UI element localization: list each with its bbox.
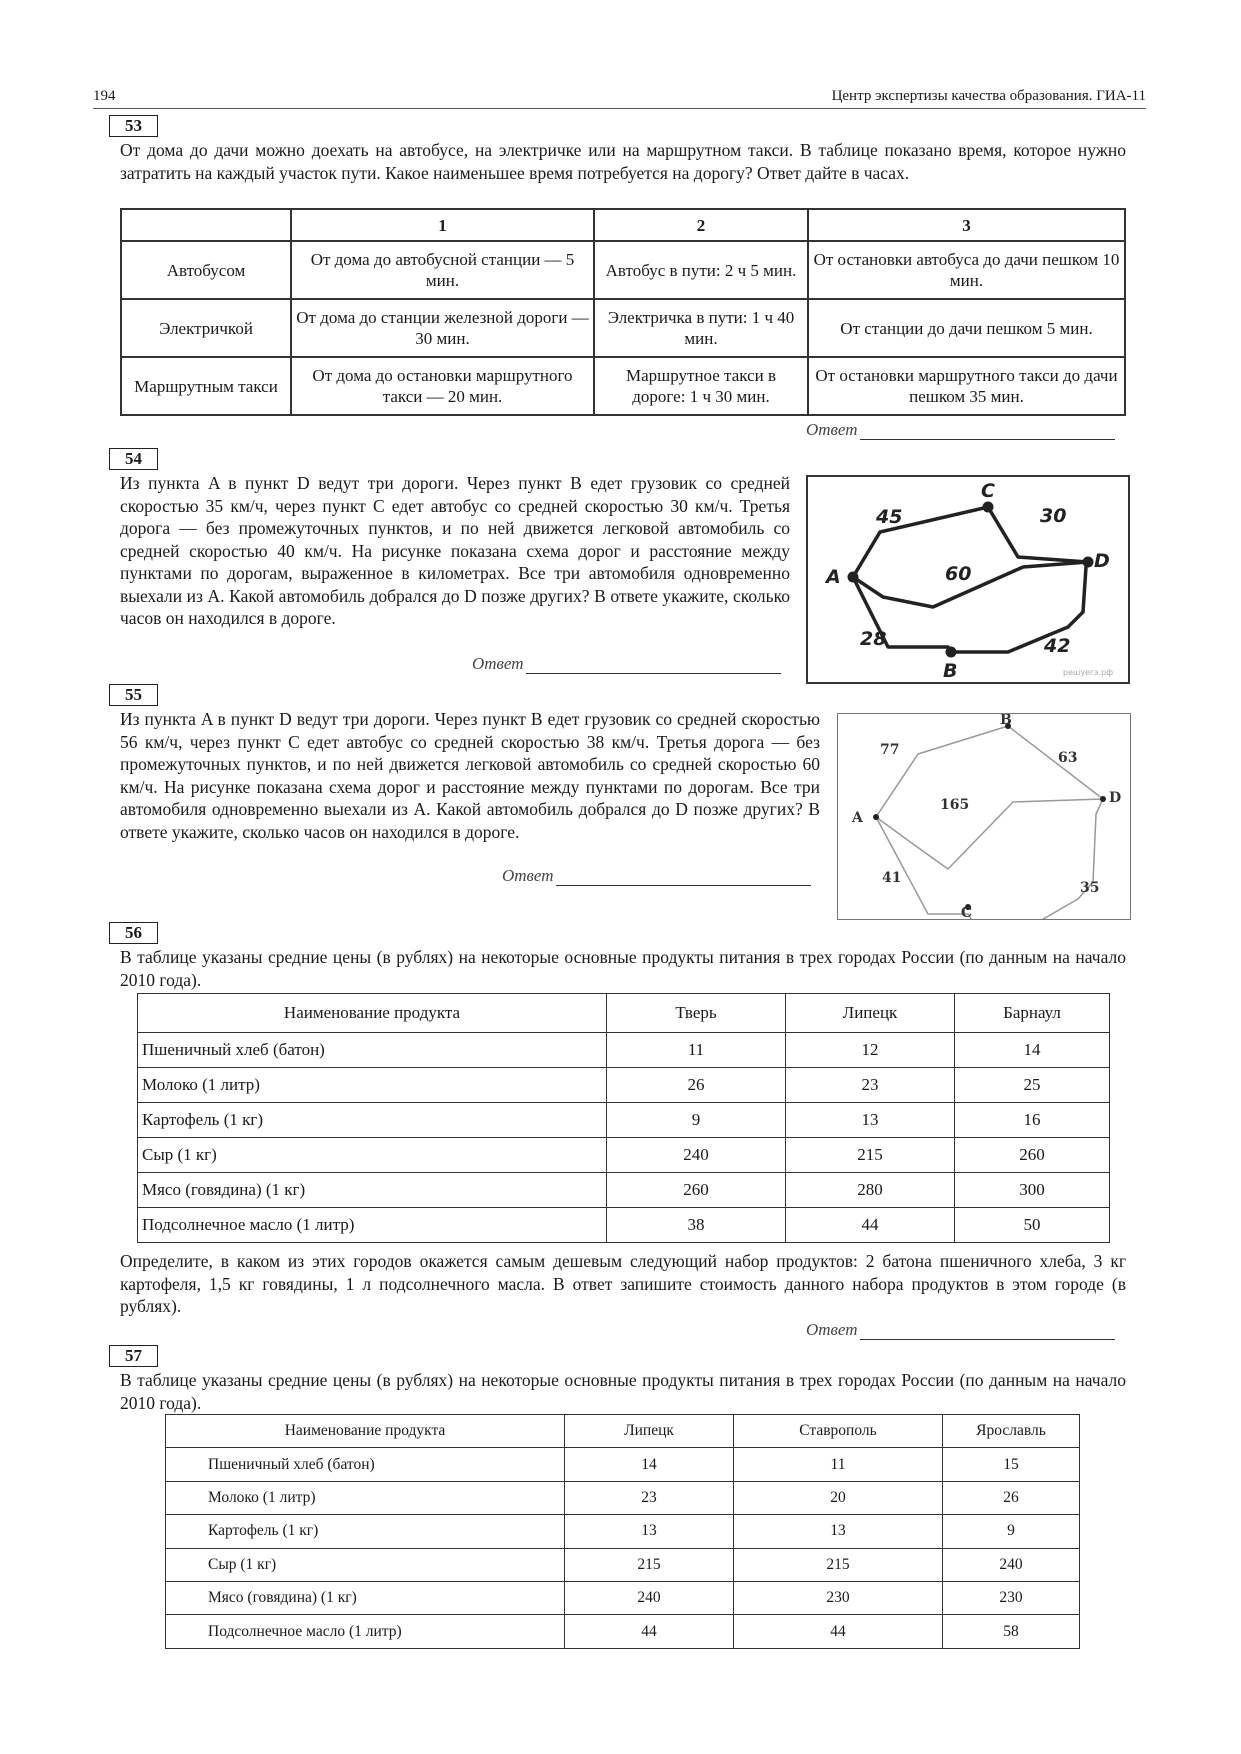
- table-cell: 280: [786, 1173, 955, 1208]
- table-cell: От дома до автобусной станции — 5 мин.: [291, 241, 594, 299]
- table-cell: Наименование продукта: [138, 994, 607, 1033]
- table-cell: Маршрутным такси: [121, 357, 291, 415]
- problem-55-text: Из пункта A в пункт D ведут три дороги. Через пункт B едет грузовик со средней скоростью 56 км/ч, через пункт C едет автобус со средней скоростью 38 км/ч. Третья дорога — без промежуточных пунктов, и по ней движется легковой автомобиль со средней скоростью 60 км/ч. На рисунке показана схема дорог и расстояние между пунктами по дорогам. Все три автомобиля одновременно выехали из A. Какой автомобиль добрался до D позже других? В ответе укажите, сколько часов он находился в дороге.: [120, 709, 820, 842]
- table-row: [138, 1103, 1110, 1138]
- problem-number-53: 53: [109, 115, 158, 137]
- distance-label: 30: [1040, 505, 1067, 527]
- point-label-C: C: [961, 905, 973, 919]
- table-cell: 13: [786, 1103, 955, 1138]
- distance-label: 28: [860, 628, 887, 650]
- problem-number-55: 55: [109, 684, 158, 706]
- table-cell: 9: [607, 1103, 786, 1138]
- table-cell: Электричка в пути: 1 ч 40 мин.: [594, 299, 808, 357]
- answer-label: Ответ: [502, 866, 554, 885]
- table-row: [138, 1173, 1110, 1208]
- table-cell: От дома до остановки маршрутного такси — 20 мин.: [291, 357, 594, 415]
- table-cell: От дома до станции железной дороги —30 мин.: [291, 299, 594, 357]
- distance-label: 42: [1044, 635, 1071, 657]
- table-row: [138, 1138, 1110, 1173]
- answer-label: Ответ: [806, 1320, 858, 1339]
- answer-label: Ответ: [806, 420, 858, 439]
- table-cell: 11: [607, 1033, 786, 1068]
- table-cell: 23: [786, 1068, 955, 1103]
- table-cell: 26: [607, 1068, 786, 1103]
- point-label-D: D: [1094, 550, 1110, 572]
- table-cell: Сыр (1 кг): [166, 1548, 565, 1581]
- table-cell: 2: [594, 209, 808, 241]
- table-cell: 26: [943, 1481, 1080, 1514]
- table-cell: От остановки автобуса до дачи пешком 10 мин.: [808, 241, 1125, 299]
- problem-57-text: В таблице указаны средние цены (в рублях) на некоторые основные продукты питания в трех городах России (по данным на начало 2010 года).: [120, 1370, 1126, 1413]
- table-cell: 260: [607, 1173, 786, 1208]
- table-cell: 50: [955, 1208, 1110, 1243]
- table-cell: 215: [565, 1548, 734, 1581]
- table-cell: Электричкой: [121, 299, 291, 357]
- table-cell: 13: [565, 1515, 734, 1548]
- table-row: [138, 1208, 1110, 1243]
- table-row: [166, 1581, 1080, 1614]
- table-cell: От остановки маршрутного такси до дачи пешком 35 мин.: [808, 357, 1125, 415]
- table-cell: 240: [943, 1548, 1080, 1581]
- problem-number-54: 54: [109, 448, 158, 470]
- answer-53: [806, 420, 1115, 440]
- table-cell: Картофель (1 кг): [138, 1103, 607, 1138]
- road-diagram-54: [808, 477, 1128, 682]
- table-cell: От станции до дачи пешком 5 мин.: [808, 299, 1125, 357]
- problem-54-text: Из пункта A в пункт D ведут три дороги. Через пункт B едет грузовик со средней скоростью 35 км/ч, через пункт C едет автобус со средней скоростью 30 км/ч. Третья дорога — без промежуточных пунктов, и по ней движется легковой автомобиль со средней скоростью 40 км/ч. На рисунке показана схема дорог и расстояние между пунктами по дорогам, выраженное в километрах. Все три автомобиля одновременно выехали из A. Какой автомобиль добрался до D позже других? В ответе укажите, сколько часов он находился в дороге.: [120, 473, 790, 628]
- answer-line[interactable]: [556, 884, 811, 886]
- point-label-A: A: [852, 810, 863, 826]
- table-cell: Барнаул: [955, 994, 1110, 1033]
- table-cell: 14: [565, 1448, 734, 1481]
- table-cell: Молоко (1 литр): [138, 1068, 607, 1103]
- distance-label: 63: [1058, 750, 1078, 766]
- figure-55: [837, 713, 1131, 920]
- table-row: [166, 1448, 1080, 1481]
- table-cell: 215: [734, 1548, 943, 1581]
- answer-line[interactable]: [860, 1338, 1115, 1340]
- table-cell: 260: [955, 1138, 1110, 1173]
- table-cell: 15: [943, 1448, 1080, 1481]
- table-cell: 230: [734, 1581, 943, 1614]
- table-cell: Мясо (говядина) (1 кг): [166, 1581, 565, 1614]
- problem-number-57: 57: [109, 1345, 158, 1367]
- distance-label: 165: [940, 797, 970, 813]
- table-row: [166, 1515, 1080, 1548]
- point-label-B: B: [1000, 714, 1012, 728]
- table-row: [121, 299, 1125, 357]
- table-cell: Подсолнечное масло (1 литр): [166, 1615, 565, 1648]
- table-cell: 230: [943, 1581, 1080, 1614]
- table-cell: Автобус в пути: 2 ч 5 мин.: [594, 241, 808, 299]
- table-cell: 3: [808, 209, 1125, 241]
- problem-56-question: Определите, в каком из этих городов окажется самым дешевым следующий набор продуктов: 2 батона пшеничного хлеба, 3 кг картофеля, 1,5 кг говядины, 1 л подсолнечного масла. В ответ запишите стоимость данного набора продуктов в этом городе (в рублях).: [120, 1251, 1126, 1316]
- table-cell: 240: [607, 1138, 786, 1173]
- table-57-header: [166, 1415, 1080, 1448]
- table-57: [165, 1414, 1080, 1649]
- distance-label: 60: [945, 563, 972, 585]
- table-cell: 38: [607, 1208, 786, 1243]
- table-cell: Наименование продукта: [166, 1415, 565, 1448]
- answer-label: Ответ: [472, 654, 524, 673]
- answer-line[interactable]: [860, 438, 1115, 440]
- road-diagram-55: [838, 714, 1130, 919]
- problem-56-text: В таблице указаны средние цены (в рублях) на некоторые основные продукты питания в трех городах России (по данным на начало 2010 года).: [120, 947, 1126, 990]
- distance-label: 77: [880, 742, 900, 758]
- table-cell: Подсолнечное масло (1 литр): [138, 1208, 607, 1243]
- table-cell: 9: [943, 1515, 1080, 1548]
- table-cell: Молоко (1 литр): [166, 1481, 565, 1514]
- table-cell: 240: [565, 1581, 734, 1614]
- table-cell: 25: [955, 1068, 1110, 1103]
- table-cell: 44: [565, 1615, 734, 1648]
- table-cell: Маршрутное такси в дороге: 1 ч 30 мин.: [594, 357, 808, 415]
- table-cell: Липецк: [786, 994, 955, 1033]
- table-cell: 44: [734, 1615, 943, 1648]
- table-cell: Ставрополь: [734, 1415, 943, 1448]
- watermark: решуегэ.рф: [1063, 668, 1114, 677]
- table-cell: 23: [565, 1481, 734, 1514]
- problem-number-56: 56: [109, 922, 158, 944]
- table-53: [120, 208, 1126, 416]
- answer-54: [472, 654, 781, 674]
- table-cell: Сыр (1 кг): [138, 1138, 607, 1173]
- table-cell: Мясо (говядина) (1 кг): [138, 1173, 607, 1208]
- table-cell: Автобусом: [121, 241, 291, 299]
- table-cell: Тверь: [607, 994, 786, 1033]
- answer-55: [502, 866, 811, 886]
- table-cell: 215: [786, 1138, 955, 1173]
- table-cell: Пшеничный хлеб (батон): [166, 1448, 565, 1481]
- point-label-B: B: [943, 660, 958, 682]
- header-rule: [93, 108, 1146, 109]
- table-cell: 11: [734, 1448, 943, 1481]
- table-cell: 300: [955, 1173, 1110, 1208]
- table-row: [166, 1615, 1080, 1648]
- table-row: [138, 1068, 1110, 1103]
- table-cell: 12: [786, 1033, 955, 1068]
- answer-line[interactable]: [526, 672, 781, 674]
- answer-56: [806, 1320, 1115, 1340]
- figure-54: [806, 475, 1130, 684]
- distance-label: 45: [876, 506, 903, 528]
- point-label-D: D: [1109, 790, 1122, 806]
- table-56: [137, 993, 1110, 1243]
- table-cell: 58: [943, 1615, 1080, 1648]
- table-cell: Ярославль: [943, 1415, 1080, 1448]
- table-row: [138, 1033, 1110, 1068]
- table-cell: 16: [955, 1103, 1110, 1138]
- distance-label: 41: [882, 870, 902, 886]
- table-cell: 14: [955, 1033, 1110, 1068]
- table-56-header: [138, 994, 1110, 1033]
- table-cell: 44: [786, 1208, 955, 1243]
- table-cell: 13: [734, 1515, 943, 1548]
- table-row: [121, 357, 1125, 415]
- problem-53-text: От дома до дачи можно доехать на автобусе, на электричке или на маршрутном такси. В таблице показано время, которое нужно затратить на каждый участок пути. Какое наименьшее время потребуется на дорогу? Ответ дайте в часах.: [120, 140, 1126, 183]
- table-cell: Картофель (1 кг): [166, 1515, 565, 1548]
- table-53-header: [121, 209, 1125, 241]
- table-cell: 1: [291, 209, 594, 241]
- table-cell: [121, 209, 291, 241]
- table-row: [166, 1481, 1080, 1514]
- table-row: [166, 1548, 1080, 1581]
- distance-label: 35: [1080, 880, 1100, 896]
- page-header-title: Центр экспертизы качества образования. ГИА-11: [831, 88, 1146, 104]
- table-row: [121, 241, 1125, 299]
- point-label-A: A: [826, 566, 841, 588]
- table-cell: 20: [734, 1481, 943, 1514]
- table-cell: Липецк: [565, 1415, 734, 1448]
- point-label-C: C: [981, 480, 995, 502]
- page-number: 194: [93, 88, 116, 104]
- table-cell: Пшеничный хлеб (батон): [138, 1033, 607, 1068]
